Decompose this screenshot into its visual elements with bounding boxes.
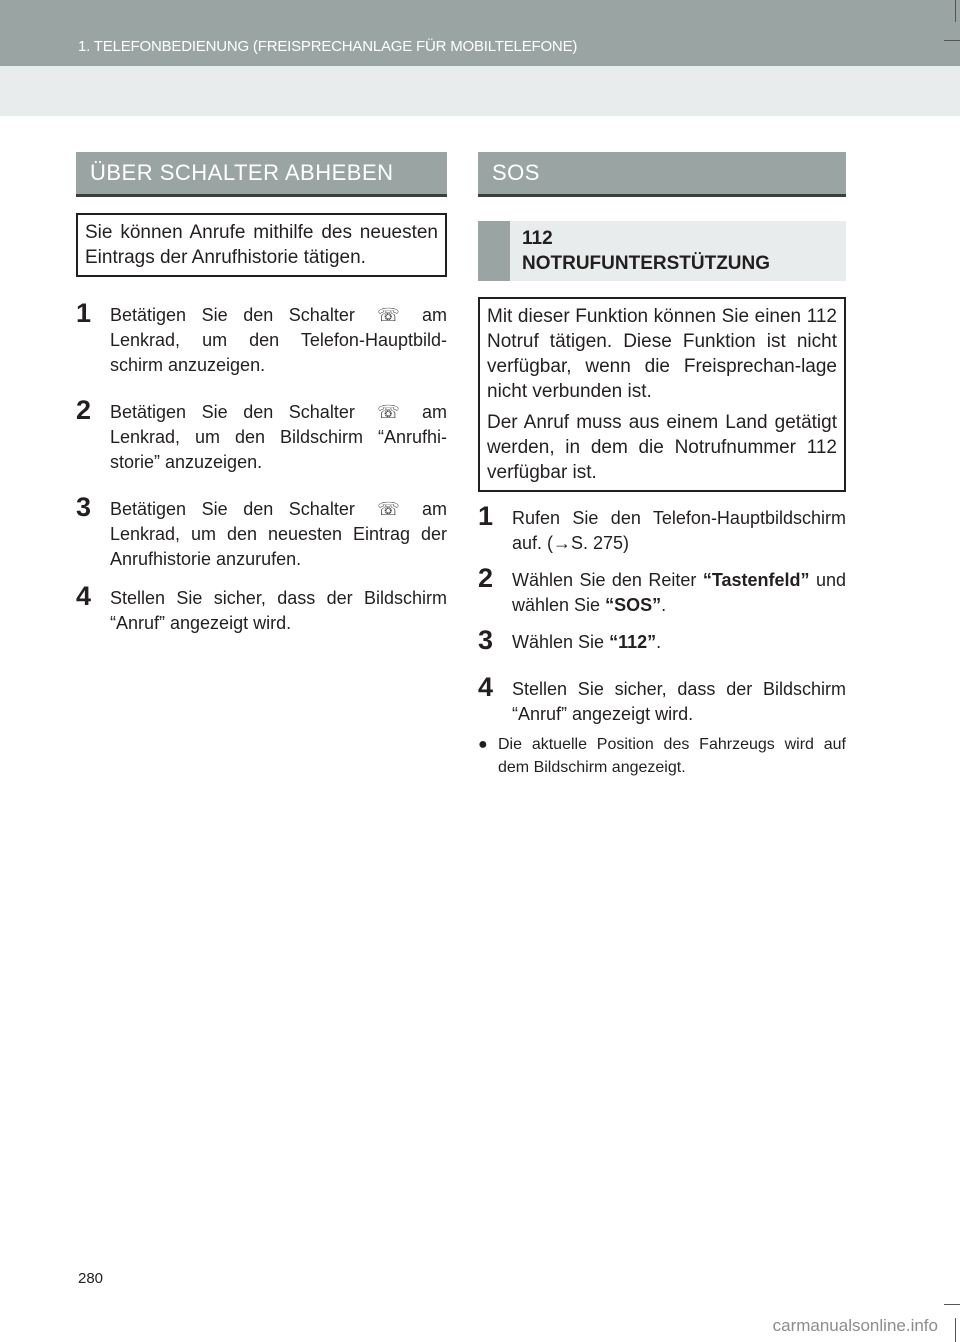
step-text: Rufen Sie den Telefon-Hauptbildschirm auf. (→S. 275) (512, 508, 846, 553)
sub-title-number: 112 (522, 228, 553, 249)
info-box (478, 297, 846, 492)
sub-section-header (478, 221, 846, 281)
right-column (478, 152, 846, 779)
step-text-before: Betätigen Sie den Schalter (110, 499, 355, 519)
bullet-icon: ● (478, 736, 488, 753)
step-number: 3 (478, 625, 494, 655)
right-step-4 (478, 672, 846, 727)
step-text-before: Wählen Sie den Reiter (512, 570, 697, 590)
phone-icon: ☏ (377, 305, 400, 325)
info-paragraph-2: Der Anruf muss aus einem Land getätigt werden, in dem die Notrufnummer 112 verfügbar ist. (487, 412, 837, 483)
phone-icon: ☏ (377, 402, 400, 422)
step-text: Stellen Sie sicher, dass der Bildschirm “Anruf” angezeigt wird. (110, 588, 447, 633)
watermark: carmanualsonline.info (772, 1316, 938, 1335)
right-step-2 (478, 563, 846, 618)
intro-text: Sie können Anrufe mithilfe des neuesten Eintrags der Anrufhistorie tätigen. (85, 222, 438, 268)
info-paragraph-1: Mit dieser Funktion können Sie einen 112 Notruf tätigen. Diese Funktion ist nicht verfügbar, wenn die Freisprechan-lage nicht verbunden ist. (487, 306, 837, 402)
step-number: 3 (76, 492, 92, 522)
step-number: 1 (478, 501, 494, 531)
step-text-after: am Lenkrad, um den Bildschirm “Anrufhi-storie” anzuzeigen. (110, 402, 447, 472)
step-text-after: . (661, 595, 667, 615)
step-text-before: Betätigen Sie den Schalter (110, 402, 355, 422)
step-text-before: Betätigen Sie den Schalter (110, 305, 355, 325)
intro-box (76, 213, 447, 277)
step-number: 2 (478, 563, 494, 593)
crop-mark (944, 1304, 960, 1305)
chapter-title: 1. TELEFONBEDIENUNG (FREISPRECHANLAGE FÜR MOBILTELEFONE) (78, 38, 578, 55)
step-number: 2 (76, 395, 92, 425)
bullet-text: Die aktuelle Position des Fahrzeugs wird auf dem Bildschirm angezeigt. (498, 736, 846, 776)
step-text-after: am Lenkrad, um den Telefon-Hauptbild-schirm anzuzeigen. (110, 305, 447, 375)
crop-mark (944, 40, 960, 41)
page-number: 280 (78, 1270, 104, 1287)
section-title-right: SOS (478, 152, 846, 197)
step-text-middle: und wählen Sie (512, 570, 846, 615)
step-bold-112: “112” (609, 632, 657, 652)
sub-section-title (522, 226, 770, 276)
step-bold-sos: “SOS” (605, 595, 662, 615)
header-bar (0, 0, 960, 66)
left-step-2 (76, 395, 447, 475)
step-number: 4 (76, 581, 92, 611)
crop-mark (955, 1318, 956, 1342)
step-text: Stellen Sie sicher, dass der Bildschirm “Anruf” angezeigt wird. (512, 679, 846, 724)
left-column (76, 152, 447, 636)
note-bullet (478, 733, 846, 779)
crop-mark (955, 0, 956, 22)
step-text-after: . (656, 632, 662, 652)
step-number: 1 (76, 298, 92, 328)
left-step-1 (76, 298, 447, 378)
phone-icon: ☏ (377, 499, 400, 519)
section-title-left: ÜBER SCHALTER ABHEBEN (76, 152, 447, 197)
step-text-after: am Lenkrad, um den neuesten Eintrag der Anrufhistorie anzurufen. (110, 499, 447, 569)
left-step-3 (76, 492, 447, 572)
right-step-3 (478, 625, 846, 655)
left-step-4 (76, 581, 447, 636)
header-subbar (0, 66, 960, 116)
sub-title-label: NOTRUFUNTERSTÜTZUNG (522, 253, 771, 274)
sub-header-marker (478, 221, 510, 281)
right-step-1 (478, 501, 846, 556)
step-bold-tastenfeld: “Tastenfeld” (702, 570, 810, 590)
step-text-before: Wählen Sie (512, 632, 605, 652)
step-number: 4 (478, 672, 494, 702)
